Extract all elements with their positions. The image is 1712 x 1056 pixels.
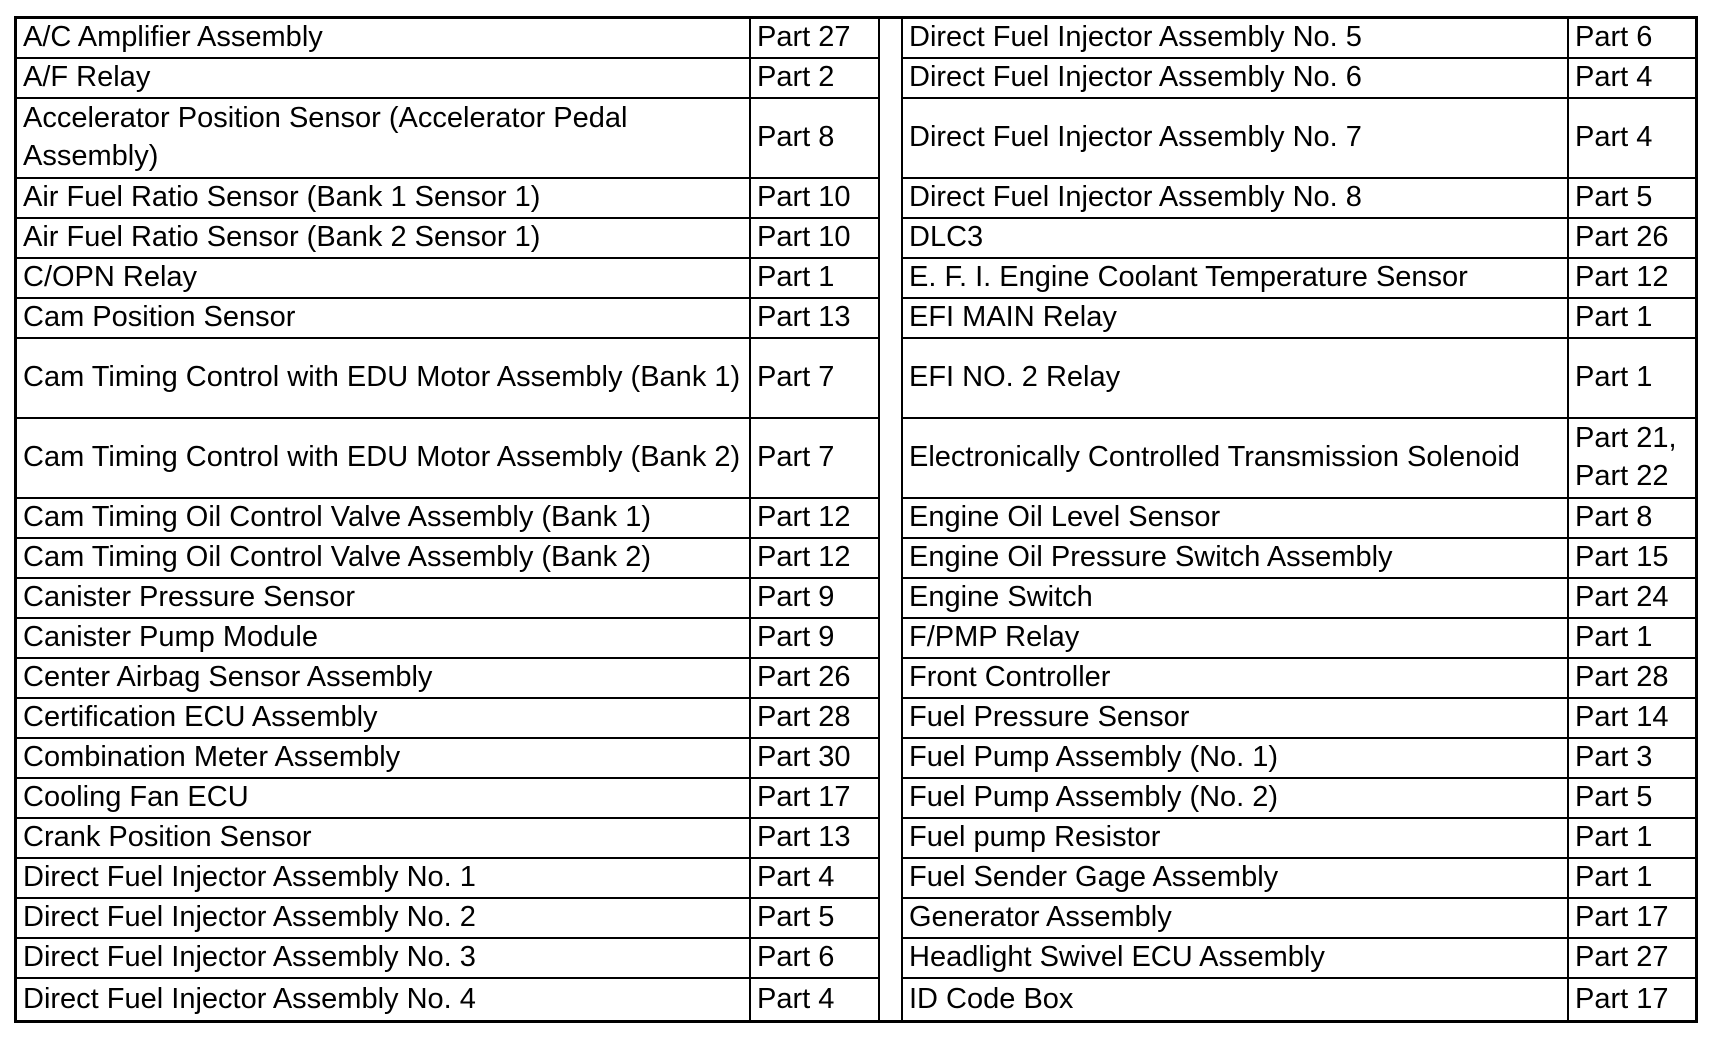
- table-row: [17, 19, 878, 59]
- component-name-cell: [903, 99, 1569, 177]
- part-reference: Part 12: [757, 501, 851, 534]
- part-reference-cell: [751, 859, 878, 897]
- component-name-cell: [17, 699, 751, 737]
- part-reference: Part 30: [757, 741, 851, 774]
- part-reference-cell: [751, 299, 878, 337]
- table-row: [17, 739, 878, 779]
- component-name: A/C Amplifier Assembly: [23, 21, 323, 54]
- part-reference: Part 8: [1575, 501, 1653, 534]
- component-name-cell: [17, 179, 751, 217]
- table-row: [17, 579, 878, 619]
- component-name-cell: [903, 939, 1569, 977]
- component-name: E. F. I. Engine Coolant Temperature Sensor: [909, 261, 1468, 294]
- table-row: [17, 499, 878, 539]
- component-name: Direct Fuel Injector Assembly No. 2: [23, 901, 476, 934]
- part-reference: Part 13: [757, 301, 851, 334]
- part-reference: Part 9: [757, 621, 835, 654]
- table-row: [17, 899, 878, 939]
- table-row: [17, 299, 878, 339]
- part-reference-cell: [1569, 179, 1695, 217]
- part-reference: Part 7: [757, 361, 835, 394]
- component-name-cell: [17, 899, 751, 937]
- part-reference-cell: [1569, 619, 1695, 657]
- part-reference: Part 10: [757, 221, 851, 254]
- component-name-cell: [903, 659, 1569, 697]
- component-name: Direct Fuel Injector Assembly No. 3: [23, 941, 476, 974]
- component-name-cell: [903, 779, 1569, 817]
- part-reference-cell: [1569, 299, 1695, 337]
- table-row: [17, 259, 878, 299]
- component-name-cell: [903, 819, 1569, 857]
- part-reference-cell: [1569, 499, 1695, 537]
- part-reference-cell: [751, 739, 878, 777]
- component-name: Fuel pump Resistor: [909, 821, 1161, 854]
- component-name: Combination Meter Assembly: [23, 741, 401, 774]
- component-name: Fuel Pump Assembly (No. 2): [909, 781, 1279, 814]
- component-name: Direct Fuel Injector Assembly No. 6: [909, 61, 1362, 94]
- component-name-cell: [903, 59, 1569, 97]
- component-name-cell: [903, 899, 1569, 937]
- part-reference-cell: [1569, 579, 1695, 617]
- component-name: Air Fuel Ratio Sensor (Bank 2 Sensor 1): [23, 221, 541, 254]
- component-name: Cam Position Sensor: [23, 301, 296, 334]
- part-reference: Part 7: [757, 441, 835, 474]
- component-name-cell: [903, 979, 1569, 1020]
- part-reference: Part 4: [1575, 61, 1653, 94]
- part-reference: Part 17: [1575, 982, 1669, 1015]
- table-row: [903, 739, 1695, 779]
- part-reference: Part 4: [757, 982, 835, 1015]
- table-row: [903, 259, 1695, 299]
- component-name-cell: [17, 19, 751, 57]
- component-name: Air Fuel Ratio Sensor (Bank 1 Sensor 1): [23, 181, 541, 214]
- left-column: [17, 19, 880, 1020]
- table-row: [903, 819, 1695, 859]
- component-name: Direct Fuel Injector Assembly No. 4: [23, 982, 476, 1015]
- component-name: Crank Position Sensor: [23, 821, 312, 854]
- part-reference-cell: [751, 499, 878, 537]
- part-reference: Part 4: [1575, 121, 1653, 154]
- part-reference-cell: [751, 539, 878, 577]
- component-name: Accelerator Position Sensor (Accelerator Pedal Assembly): [23, 102, 628, 172]
- part-reference: Part 28: [757, 701, 851, 734]
- part-reference: Part 1: [1575, 861, 1653, 894]
- component-name-cell: [17, 539, 751, 577]
- part-reference-cell: [751, 179, 878, 217]
- component-name: Generator Assembly: [909, 901, 1172, 934]
- component-name: Electronically Controlled Transmission Solenoid: [909, 441, 1520, 474]
- component-name-cell: [17, 419, 751, 497]
- part-reference-cell: [751, 819, 878, 857]
- component-name-cell: [17, 659, 751, 697]
- part-reference: Part 10: [757, 181, 851, 214]
- part-reference-cell: [751, 339, 878, 417]
- column-gutter: [880, 19, 901, 1020]
- component-name-cell: [17, 819, 751, 857]
- part-reference-cell: [751, 979, 878, 1020]
- table-row: [903, 539, 1695, 579]
- component-name-cell: [903, 539, 1569, 577]
- component-name-cell: [903, 699, 1569, 737]
- table-row: [903, 939, 1695, 979]
- component-name: Fuel Sender Gage Assembly: [909, 861, 1279, 894]
- part-reference: Part 12: [757, 541, 851, 574]
- part-reference-cell: [1569, 539, 1695, 577]
- part-reference-cell: [1569, 859, 1695, 897]
- component-name-cell: [17, 979, 751, 1020]
- component-name: Center Airbag Sensor Assembly: [23, 661, 433, 694]
- part-reference-cell: [1569, 659, 1695, 697]
- table-row: [17, 819, 878, 859]
- component-name-cell: [17, 219, 751, 257]
- component-name: Cam Timing Control with EDU Motor Assembly (Bank 1): [23, 361, 741, 394]
- table-row: [903, 579, 1695, 619]
- table-row: [17, 339, 878, 419]
- table-row: [903, 619, 1695, 659]
- component-name-cell: [903, 579, 1569, 617]
- component-name-cell: [17, 59, 751, 97]
- component-name: Cam Timing Oil Control Valve Assembly (Bank 1): [23, 501, 652, 534]
- component-name: Direct Fuel Injector Assembly No. 1: [23, 861, 476, 894]
- component-name: Cam Timing Control with EDU Motor Assembly (Bank 2): [23, 441, 741, 474]
- part-reference: Part 6: [757, 941, 835, 974]
- component-name: Cooling Fan ECU: [23, 781, 249, 814]
- component-name: C/OPN Relay: [23, 261, 198, 294]
- component-name-cell: [903, 859, 1569, 897]
- component-name-cell: [903, 19, 1569, 57]
- part-reference-cell: [751, 19, 878, 57]
- part-reference: Part 4: [757, 861, 835, 894]
- component-name: Engine Switch: [909, 581, 1093, 614]
- component-name: EFI NO. 2 Relay: [909, 361, 1121, 394]
- part-reference-cell: [1569, 779, 1695, 817]
- component-name-cell: [17, 99, 751, 177]
- component-name-cell: [903, 619, 1569, 657]
- part-reference: Part 8: [757, 121, 835, 154]
- part-reference-cell: [751, 419, 878, 497]
- table-row: [17, 59, 878, 99]
- parts-index-table: [14, 16, 1698, 1023]
- table-row: [17, 939, 878, 979]
- table-row: [903, 659, 1695, 699]
- table-row: [17, 619, 878, 659]
- component-name-cell: [17, 779, 751, 817]
- table-row: [903, 899, 1695, 939]
- part-reference: Part 1: [1575, 301, 1653, 334]
- table-row: [17, 99, 878, 179]
- part-reference-cell: [1569, 739, 1695, 777]
- part-reference-cell: [751, 579, 878, 617]
- table-row: [903, 19, 1695, 59]
- component-name-cell: [903, 299, 1569, 337]
- part-reference-cell: [1569, 699, 1695, 737]
- part-reference: Part 15: [1575, 541, 1669, 574]
- part-reference: Part 26: [1575, 221, 1669, 254]
- component-name: DLC3: [909, 221, 984, 254]
- part-reference-cell: [1569, 19, 1695, 57]
- table-row: [17, 179, 878, 219]
- part-reference: Part 2: [757, 61, 835, 94]
- part-reference: Part 17: [757, 781, 851, 814]
- component-name: Fuel Pressure Sensor: [909, 701, 1190, 734]
- component-name-cell: [903, 739, 1569, 777]
- component-name-cell: [17, 859, 751, 897]
- component-name: A/F Relay: [23, 61, 151, 94]
- part-reference-cell: [751, 259, 878, 297]
- table-row: [903, 979, 1695, 1020]
- component-name: Cam Timing Oil Control Valve Assembly (Bank 2): [23, 541, 652, 574]
- table-row: [903, 859, 1695, 899]
- component-name-cell: [17, 619, 751, 657]
- part-reference: Part 5: [1575, 781, 1653, 814]
- table-row: [17, 659, 878, 699]
- part-reference: Part 13: [757, 821, 851, 854]
- part-reference-cell: [1569, 939, 1695, 977]
- component-name-cell: [903, 179, 1569, 217]
- component-name-cell: [17, 739, 751, 777]
- part-reference-cell: [1569, 99, 1695, 177]
- part-reference: Part 21, Part 22: [1575, 422, 1677, 492]
- component-name: ID Code Box: [909, 982, 1074, 1015]
- part-reference-cell: [751, 59, 878, 97]
- part-reference-cell: [1569, 899, 1695, 937]
- table-row: [903, 779, 1695, 819]
- component-name: Fuel Pump Assembly (No. 1): [909, 741, 1279, 774]
- table-row: [17, 699, 878, 739]
- table-row: [903, 339, 1695, 419]
- component-name-cell: [903, 499, 1569, 537]
- table-row: [903, 419, 1695, 499]
- component-name: Engine Oil Pressure Switch Assembly: [909, 541, 1393, 574]
- component-name-cell: [903, 219, 1569, 257]
- part-reference: Part 5: [757, 901, 835, 934]
- table-row: [17, 219, 878, 259]
- table-row: [17, 419, 878, 499]
- component-name-cell: [17, 299, 751, 337]
- component-name-cell: [903, 419, 1569, 497]
- part-reference-cell: [751, 619, 878, 657]
- table-row: [903, 59, 1695, 99]
- part-reference: Part 1: [757, 261, 835, 294]
- part-reference-cell: [751, 779, 878, 817]
- table-row: [17, 779, 878, 819]
- part-reference: Part 26: [757, 661, 851, 694]
- component-name: Direct Fuel Injector Assembly No. 5: [909, 21, 1362, 54]
- table-row: [903, 99, 1695, 179]
- part-reference-cell: [751, 99, 878, 177]
- table-row: [903, 699, 1695, 739]
- part-reference: Part 28: [1575, 661, 1669, 694]
- part-reference-cell: [1569, 259, 1695, 297]
- part-reference: Part 9: [757, 581, 835, 614]
- component-name: Canister Pressure Sensor: [23, 581, 356, 614]
- part-reference-cell: [751, 219, 878, 257]
- part-reference: Part 1: [1575, 361, 1653, 394]
- part-reference: Part 14: [1575, 701, 1669, 734]
- part-reference: Part 5: [1575, 181, 1653, 214]
- part-reference: Part 27: [1575, 941, 1669, 974]
- component-name-cell: [17, 259, 751, 297]
- part-reference: Part 12: [1575, 261, 1669, 294]
- part-reference: Part 1: [1575, 621, 1653, 654]
- component-name-cell: [903, 339, 1569, 417]
- part-reference-cell: [751, 939, 878, 977]
- component-name: Direct Fuel Injector Assembly No. 8: [909, 181, 1362, 214]
- part-reference-cell: [1569, 979, 1695, 1020]
- part-reference: Part 1: [1575, 821, 1653, 854]
- part-reference-cell: [751, 899, 878, 937]
- component-name-cell: [903, 259, 1569, 297]
- table-row: [903, 179, 1695, 219]
- table-row: [17, 539, 878, 579]
- part-reference: Part 24: [1575, 581, 1669, 614]
- component-name-cell: [17, 339, 751, 417]
- part-reference: Part 27: [757, 21, 851, 54]
- component-name: Direct Fuel Injector Assembly No. 7: [909, 121, 1362, 154]
- part-reference: Part 6: [1575, 21, 1653, 54]
- part-reference-cell: [751, 659, 878, 697]
- component-name: Front Controller: [909, 661, 1111, 694]
- part-reference: Part 3: [1575, 741, 1653, 774]
- part-reference-cell: [1569, 219, 1695, 257]
- table-row: [17, 979, 878, 1020]
- component-name-cell: [17, 499, 751, 537]
- part-reference: Part 17: [1575, 901, 1669, 934]
- part-reference-cell: [1569, 419, 1695, 497]
- component-name-cell: [17, 579, 751, 617]
- part-reference-cell: [1569, 59, 1695, 97]
- component-name: Certification ECU Assembly: [23, 701, 378, 734]
- part-reference-cell: [1569, 339, 1695, 417]
- table-row: [903, 219, 1695, 259]
- table-row: [903, 499, 1695, 539]
- table-row: [903, 299, 1695, 339]
- component-name-cell: [17, 939, 751, 977]
- component-name: Canister Pump Module: [23, 621, 318, 654]
- table-row: [17, 859, 878, 899]
- part-reference-cell: [1569, 819, 1695, 857]
- component-name: EFI MAIN Relay: [909, 301, 1117, 334]
- component-name: Headlight Swivel ECU Assembly: [909, 941, 1325, 974]
- component-name: Engine Oil Level Sensor: [909, 501, 1221, 534]
- right-column: [901, 19, 1695, 1020]
- part-reference-cell: [751, 699, 878, 737]
- component-name: F/PMP Relay: [909, 621, 1080, 654]
